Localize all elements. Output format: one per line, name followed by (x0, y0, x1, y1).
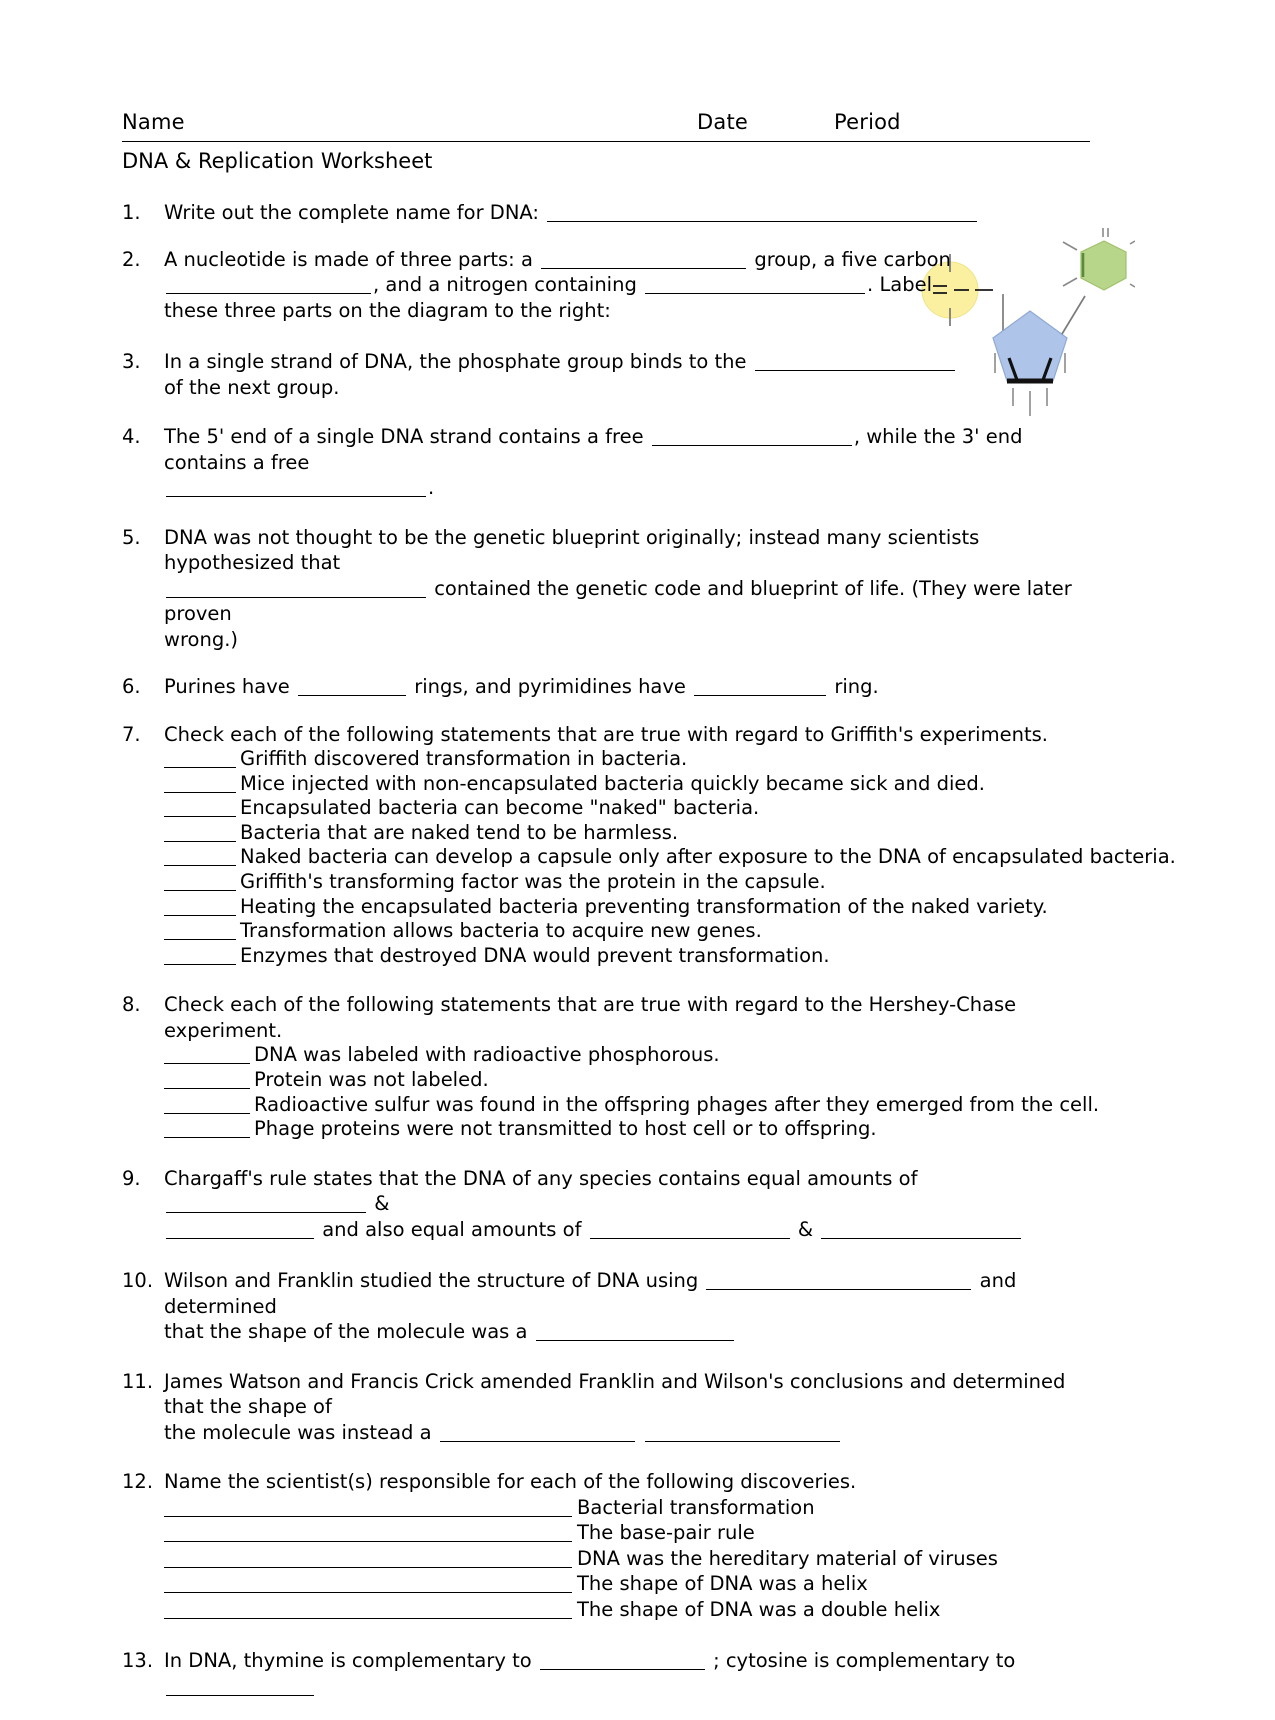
question-5-text-c: wrong.) (164, 627, 239, 651)
answer-blank[interactable] (164, 1605, 572, 1619)
discovery-label: The shape of DNA was a helix (577, 1572, 868, 1596)
check-item[interactable] (164, 1117, 1099, 1142)
worksheet-title: DNA & Replication Worksheet (122, 149, 433, 173)
discovery-label: The shape of DNA was a double helix (577, 1597, 941, 1621)
answer-blank[interactable] (164, 1528, 572, 1542)
question-5-body (164, 525, 1092, 653)
question-9-text-d: & (797, 1217, 814, 1241)
check-item[interactable] (164, 747, 1176, 772)
checkbox-blank[interactable] (164, 1050, 250, 1064)
answer-blank[interactable] (821, 1224, 1021, 1239)
answer-blank[interactable] (645, 1427, 840, 1442)
question-9-body (164, 1166, 1092, 1243)
answer-blank[interactable] (166, 1198, 366, 1213)
question-10-text-a: Wilson and Franklin studied the structure of DNA using (164, 1269, 699, 1293)
question-11-body (164, 1369, 1092, 1446)
question-2 (122, 247, 1092, 324)
question-9-text-a: Chargaff's rule states that the DNA of any species contains equal amounts of (164, 1166, 918, 1190)
question-9-text-b: & (374, 1192, 390, 1216)
period-label: Period (834, 110, 901, 134)
answer-blank[interactable] (164, 1579, 572, 1593)
question-4-number: 4. (122, 425, 141, 448)
question-7-checklist (164, 723, 1176, 969)
question-13-text-b: ; cytosine is complementary to (713, 1649, 1016, 1673)
question-2-text-e: these three parts on the diagram to the right: (164, 298, 611, 322)
question-8-checklist (164, 1019, 1099, 1142)
answer-blank[interactable] (541, 254, 746, 269)
check-item-label: Griffith's transforming factor was the protein in the capsule. (240, 869, 826, 893)
question-8-number: 8. (122, 993, 141, 1017)
answer-blank[interactable] (540, 1655, 705, 1670)
answer-blank[interactable] (166, 279, 371, 294)
check-item-label: Bacteria that are naked tend to be harmless. (240, 820, 679, 844)
check-item-label: Phage proteins were not transmitted to host cell or to offspring. (254, 1117, 877, 1141)
question-11-text-b: the molecule was instead a (164, 1420, 432, 1444)
question-13-body (164, 1648, 1092, 1699)
question-4-text-c: . (428, 476, 435, 499)
question-list (122, 200, 1176, 1720)
question-2-text-a: A nucleotide is made of three parts: a (164, 247, 533, 271)
answer-blank[interactable] (440, 1427, 635, 1442)
check-item[interactable] (164, 772, 1176, 797)
question-5-text-a: DNA was not thought to be the genetic blueprint originally; instead many scientists hypothesized that (164, 525, 980, 574)
answer-blank[interactable] (298, 681, 406, 696)
question-11-number: 11. (122, 1369, 154, 1393)
question-1 (122, 200, 1092, 226)
question-12-number: 12. (122, 1470, 154, 1494)
check-item-label: DNA was labeled with radioactive phosphorous. (254, 1043, 720, 1067)
question-7-number: 7. (122, 722, 141, 746)
answer-blank[interactable] (590, 1224, 790, 1239)
question-4 (122, 424, 1092, 501)
question-5 (122, 525, 1092, 653)
question-10-body (164, 1268, 1092, 1345)
answer-blank[interactable] (166, 583, 426, 598)
check-item[interactable] (164, 870, 1176, 895)
question-11 (122, 1369, 1092, 1446)
question-3-text-a: In a single strand of DNA, the phosphate group binds to the (164, 350, 747, 373)
check-item-label: Mice injected with non-encapsulated bacteria quickly became sick and died. (240, 771, 985, 795)
checkbox-blank[interactable] (164, 779, 236, 793)
question-12-prompt: Name the scientist(s) responsible for each of the following discoveries. (164, 1470, 857, 1494)
answer-blank[interactable] (164, 1503, 572, 1517)
question-13-text-a: In DNA, thymine is complementary to (164, 1649, 532, 1673)
checkbox-blank[interactable] (164, 951, 236, 965)
answer-blank[interactable] (645, 279, 865, 294)
answer-blank[interactable] (164, 1554, 572, 1568)
question-9 (122, 1166, 1092, 1243)
question-12 (122, 1469, 1092, 1622)
check-item-label: Encapsulated bacteria can become "naked" bacteria. (240, 796, 760, 820)
question-3-body (164, 349, 1092, 400)
discovery-label: DNA was the hereditary material of viruses (577, 1546, 998, 1570)
question-13 (122, 1648, 1092, 1699)
question-8 (122, 992, 1100, 1141)
question-2-number: 2. (122, 247, 141, 271)
checkbox-blank[interactable] (164, 828, 236, 842)
check-item[interactable] (164, 1068, 1099, 1093)
question-2-text-c: , and a nitrogen containing (373, 273, 637, 296)
checkbox-blank[interactable] (164, 877, 236, 891)
list-item[interactable] (164, 1520, 1092, 1546)
answer-blank[interactable] (706, 1275, 971, 1290)
check-item[interactable] (164, 944, 1176, 969)
discovery-label: Bacterial transformation (577, 1495, 815, 1519)
question-8-body (164, 992, 1099, 1141)
check-item[interactable] (164, 845, 1176, 870)
question-12-body (164, 1469, 1092, 1622)
question-4-body (164, 424, 1092, 501)
check-item[interactable] (164, 1043, 1099, 1068)
checkbox-blank[interactable] (164, 852, 236, 866)
answer-blank[interactable] (166, 1681, 314, 1696)
date-label: Date (697, 110, 748, 134)
check-item[interactable] (164, 1093, 1099, 1118)
question-3 (122, 349, 1092, 400)
question-4-text-b: , while the 3' end contains a free (164, 425, 1023, 474)
question-2-body (164, 247, 1092, 324)
check-item[interactable] (164, 919, 1176, 944)
question-9-text-c: and also equal amounts of (322, 1217, 582, 1241)
check-item-label: Protein was not labeled. (254, 1067, 489, 1091)
list-item[interactable] (164, 1597, 1092, 1623)
question-3-text-b: of the next group. (164, 375, 340, 399)
question-6-body (164, 674, 1092, 700)
list-item[interactable] (164, 1495, 1092, 1521)
check-item[interactable] (164, 821, 1176, 846)
worksheet-header (122, 110, 1090, 140)
question-9-number: 9. (122, 1166, 141, 1190)
checkbox-blank[interactable] (164, 1124, 250, 1138)
question-7 (122, 722, 1176, 969)
question-7-prompt: Check each of the following statements that are true with regard to Griffith's experiments. (164, 722, 1048, 746)
question-6 (122, 674, 1092, 700)
question-4-text-a: The 5' end of a single DNA strand contains a free (164, 425, 644, 448)
question-2-text-b: group, a five carbon (754, 247, 951, 271)
answer-blank[interactable] (166, 1224, 314, 1239)
list-item[interactable] (164, 1571, 1092, 1597)
name-label: Name (122, 110, 185, 134)
checkbox-blank[interactable] (164, 926, 236, 940)
answer-blank[interactable] (652, 431, 852, 446)
question-6-text-c: ring. (834, 675, 879, 698)
question-6-number: 6. (122, 675, 141, 698)
header-rule (122, 141, 1090, 142)
check-item-label: Heating the encapsulated bacteria preventing transformation of the naked variety. (240, 894, 1048, 918)
question-1-text: Write out the complete name for DNA: (164, 201, 539, 224)
question-10-text-c: that the shape of the molecule was a (164, 1320, 528, 1344)
question-5-text-b: contained the genetic code and blueprint of life. (They were later proven (164, 576, 1072, 625)
answer-blank[interactable] (755, 356, 955, 371)
checkbox-blank[interactable] (164, 803, 236, 817)
question-1-number: 1. (122, 201, 141, 224)
answer-blank[interactable] (694, 681, 826, 696)
checkbox-blank[interactable] (164, 1100, 250, 1114)
check-item-label: Naked bacteria can develop a capsule only after exposure to the DNA of encapsulated bacteria. (240, 845, 1176, 869)
question-7-body (164, 722, 1176, 969)
check-item-label: Transformation allows bacteria to acquire new genes. (240, 919, 762, 943)
question-10-number: 10. (122, 1269, 154, 1293)
question-13-number: 13. (122, 1649, 154, 1673)
answer-blank[interactable] (547, 207, 977, 222)
question-11-text-a: James Watson and Francis Crick amended Franklin and Wilson's conclusions and determined that the shape of (164, 1369, 1066, 1419)
question-2-text-d: . Label (867, 273, 933, 296)
question-10-text-b: and determined (164, 1269, 1017, 1318)
question-5-number: 5. (122, 525, 141, 549)
question-1-body (164, 200, 1092, 226)
checkbox-blank[interactable] (164, 754, 236, 768)
question-6-text-b: rings, and pyrimidines have (414, 675, 686, 698)
check-item-label: Griffith discovered transformation in bacteria. (240, 747, 688, 770)
list-item[interactable] (164, 1546, 1092, 1572)
question-8-prompt: Check each of the following statements that are true with regard to the Hershey-Chase experiment. (164, 993, 1017, 1042)
question-6-text-a: Purines have (164, 675, 290, 698)
answer-blank[interactable] (536, 1326, 734, 1341)
discovery-label: The base-pair rule (577, 1521, 755, 1545)
checkbox-blank[interactable] (164, 902, 236, 916)
check-item-label: Radioactive sulfur was found in the offspring phages after they emerged from the cell. (254, 1092, 1100, 1116)
check-item[interactable] (164, 796, 1176, 821)
check-item-label: Enzymes that destroyed DNA would prevent transformation. (240, 943, 830, 967)
checkbox-blank[interactable] (164, 1075, 250, 1089)
question-3-number: 3. (122, 350, 141, 373)
question-10 (122, 1268, 1092, 1345)
check-item[interactable] (164, 895, 1176, 920)
answer-blank[interactable] (166, 482, 426, 497)
header-fields-row (122, 110, 1090, 140)
